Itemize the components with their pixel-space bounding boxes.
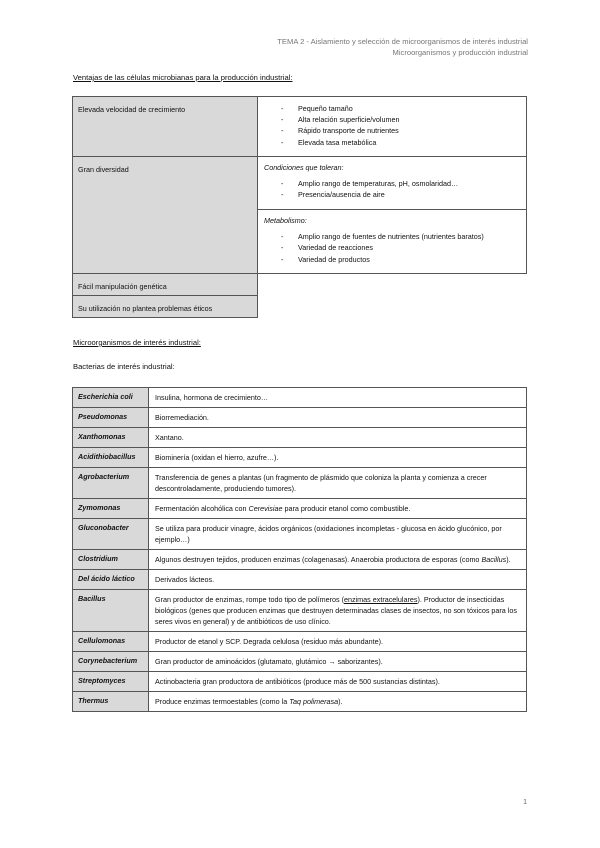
list-item: - Variedad de reacciones bbox=[264, 242, 520, 253]
bacteria-name: Pseudomonas bbox=[73, 408, 149, 428]
metabolism-title: Metabolismo: bbox=[264, 216, 307, 226]
bacteria-desc: Xantano. bbox=[149, 428, 527, 448]
list-item: - Alta relación superficie/volumen bbox=[264, 114, 520, 125]
bacteria-table bbox=[72, 387, 527, 712]
page-header bbox=[277, 36, 528, 58]
bacteria-name: Agrobacterium bbox=[73, 468, 149, 499]
list-item: - Rápido transporte de nutrientes bbox=[264, 125, 520, 136]
bacteria-name: Escherichia coli bbox=[73, 388, 149, 408]
bacteria-name: Xanthomonas bbox=[73, 428, 149, 448]
growth-list bbox=[264, 103, 520, 148]
bacteria-name: Thermus bbox=[73, 692, 149, 712]
conditions-title: Condiciones que toleran: bbox=[264, 162, 344, 172]
table-row bbox=[73, 652, 527, 672]
list-item: - Amplio rango de fuentes de nutrientes (nutrientes baratos) bbox=[264, 231, 520, 242]
table-row bbox=[73, 448, 527, 468]
header-line-1: TEMA 2 - Aislamiento y selección de microorganismos de interés industrial bbox=[277, 37, 528, 46]
bacteria-desc: Gran productor de aminoácidos (glutamato, glutámico → saborizantes). bbox=[149, 652, 527, 672]
bacteria-desc: Biominería (oxidan el hierro, azufre…). bbox=[149, 448, 527, 468]
bacteria-desc: Se utiliza para producir vinagre, ácidos orgánicos (oxidaciones incompletas - glucosa en ácido glucónico, por ejemplo…) bbox=[149, 519, 527, 550]
bacteria-name: Bacillus bbox=[73, 590, 149, 632]
bacteria-name: Zymomonas bbox=[73, 499, 149, 519]
conditions-list bbox=[264, 178, 520, 200]
table-row bbox=[73, 499, 527, 519]
bacteria-desc: Productor de etanol y SCP. Degrada celulosa (residuo más abundante). bbox=[149, 632, 527, 652]
table-row bbox=[73, 550, 527, 570]
bacteria-desc: Gran productor de enzimas, rompe todo tipo de polímeros (enzimas extracelulares). Productor de insecticidas biológicos (genes que producen enzimas que destruyen determinadas clases de insectos, no son tóxicos para los seres vivos en general) y de antibióticos de uso clínico. bbox=[149, 590, 527, 632]
bacteria-desc: Produce enzimas termoestables (como la Taq polimerasa). bbox=[149, 692, 527, 712]
advantage-label: Elevada velocidad de crecimiento bbox=[73, 97, 258, 157]
advantage-label: Gran diversidad bbox=[73, 156, 258, 273]
bacteria-name: Corynebacterium bbox=[73, 652, 149, 672]
list-item: - Variedad de productos bbox=[264, 254, 520, 265]
table-row bbox=[73, 388, 527, 408]
bacteria-name: Clostridium bbox=[73, 550, 149, 570]
bacteria-name: Acidithiobacillus bbox=[73, 448, 149, 468]
bacteria-desc: Algunos destruyen tejidos, producen enzimas (colagenasas). Anaerobia productora de esporas (como Bacillus). bbox=[149, 550, 527, 570]
bacteria-name: Gluconobacter bbox=[73, 519, 149, 550]
header-line-2: Microorganismos y producción industrial bbox=[392, 48, 528, 57]
bacteria-desc: Fermentación alcohólica con Cerevisiae para producir etanol como combustible. bbox=[149, 499, 527, 519]
list-item: - Elevada tasa metabólica bbox=[264, 137, 520, 148]
bacteria-name: Del ácido láctico bbox=[73, 570, 149, 590]
advantages-table bbox=[72, 96, 527, 318]
table-row bbox=[73, 632, 527, 652]
bacteria-desc: Derivados lácteos. bbox=[149, 570, 527, 590]
table-row bbox=[73, 408, 527, 428]
table-row bbox=[73, 468, 527, 499]
section-title-advantages: Ventajas de las células microbianas para la producción industrial: bbox=[73, 73, 293, 82]
page-number: 1 bbox=[523, 799, 527, 806]
bacteria-desc: Transferencia de genes a plantas (un fragmento de plásmido que coloniza la planta y comienza a crecer descontroladamente, produciendo tumores). bbox=[149, 468, 527, 499]
advantage-label: Su utilización no plantea problemas éticos bbox=[73, 295, 258, 317]
table-row bbox=[73, 428, 527, 448]
section-title-microorganisms: Microorganismos de interés industrial: bbox=[73, 338, 201, 347]
bacteria-desc: Biorremediación. bbox=[149, 408, 527, 428]
metabolism-list bbox=[264, 231, 520, 265]
list-item: - Presencia/ausencia de aire bbox=[264, 189, 520, 200]
list-item: - Amplio rango de temperaturas, pH, osmolaridad… bbox=[264, 178, 520, 189]
table-row bbox=[73, 570, 527, 590]
table-row bbox=[73, 672, 527, 692]
table-row bbox=[73, 692, 527, 712]
bacteria-desc: Actinobacteria gran productora de antibióticos (produce más de 500 sustancias distintas). bbox=[149, 672, 527, 692]
bacteria-desc: Insulina, hormona de crecimiento… bbox=[149, 388, 527, 408]
table-row bbox=[73, 519, 527, 550]
section-title-bacteria: Bacterias de interés industrial: bbox=[73, 362, 175, 371]
list-item: - Pequeño tamaño bbox=[264, 103, 520, 114]
table-row bbox=[73, 590, 527, 632]
bacteria-name: Cellulomonas bbox=[73, 632, 149, 652]
bacteria-name: Streptomyces bbox=[73, 672, 149, 692]
advantage-label: Fácil manipulación genética bbox=[73, 273, 258, 295]
